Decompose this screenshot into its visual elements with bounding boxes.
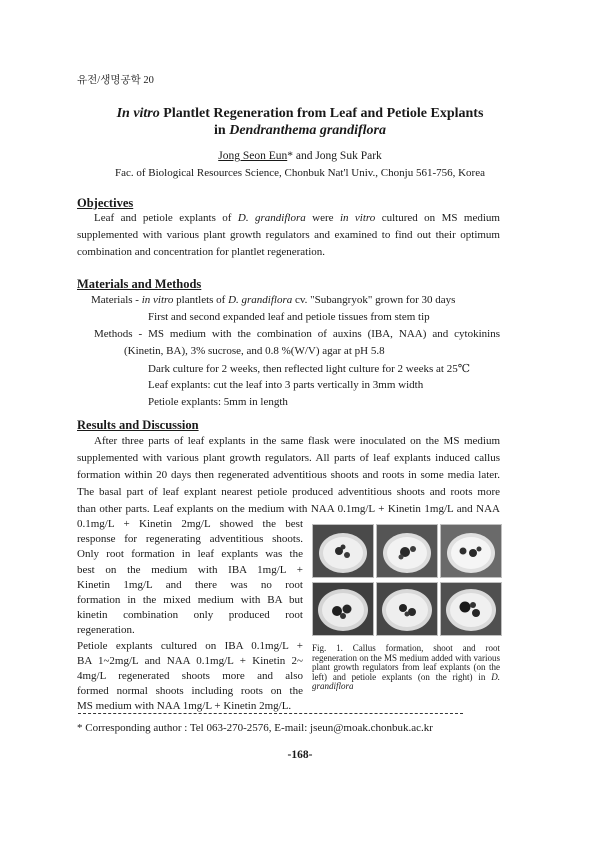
methods-tissues: First and second expanded leaf and petiole tissues from stem tip [148, 311, 430, 323]
results-line: Petiole explants cultured on IBA 0.1mg/L + [77, 639, 303, 652]
objectives-line-3: combination and concentration for plantlet regeneration. [77, 246, 326, 258]
footnote-separator [78, 713, 463, 714]
caption-text: Fig. 1. Callus formation, shoot and root regeneration on the MS medium added with various plant growth regulators from leaf explants (on the left) and petiole explants (on the right) in [312, 643, 500, 682]
page-number: -168- [287, 749, 313, 761]
results-line: Only root formation in leaf explants was the [77, 548, 303, 561]
figure-1-photos [312, 524, 500, 639]
methods-materials [91, 294, 455, 306]
results-line: best on the medium with IBA 1mg/L + [77, 563, 303, 576]
species: D. grandiflora [228, 294, 293, 306]
text: Materials - [91, 294, 142, 306]
petri-dish-photo [440, 524, 502, 578]
petri-dish-photo [312, 582, 374, 636]
results-line: 4mg/L regenerated shoots more and also [77, 670, 303, 682]
results-line: BA 1~2mg/L and NAA 0.1mg/L + Kinetin 2~ [77, 654, 303, 667]
text: were [305, 212, 340, 224]
objectives-heading: Objectives [77, 196, 134, 210]
results-line: response for regenerating adventitious shoots. [77, 533, 303, 546]
caption-species: D. grandiflora [312, 671, 500, 691]
text: cv. "Subangryok" grown for 30 days [292, 294, 456, 306]
methods-leaf-explants: Leaf explants: cut the leaf into 3 parts vertically in 3mm width [148, 379, 424, 391]
results-line: than other parts. Leaf explants on the medium with NAA 0.1mg/L + Kinetin 1mg/L and NAA [77, 503, 500, 515]
text: Leaf and petiole explants of [94, 212, 238, 224]
results-heading: Results and Discussion [77, 418, 199, 432]
text: plantlets of [173, 294, 229, 306]
title-in: in [214, 123, 230, 138]
methods-heading: Materials and Methods [77, 277, 202, 291]
species: D. grandiflora [237, 212, 306, 224]
methods-medium-cont: (Kinetin, BA), 3% sucrose, and 0.8 %(W/V) agar at pH 5.8 [124, 345, 385, 357]
co-author: and Jong Suk Park [292, 150, 382, 162]
objectives-line-1 [94, 212, 500, 224]
text: cultured on MS medium [375, 212, 500, 224]
objectives-line-2: supplemented with various plant growth regulators and examined to find out their optimum [77, 229, 500, 241]
corresponding-author-footnote: * Corresponding author : Tel 063-270-2576, E-mail: jseun@moak.chonbuk.ac.kr [77, 722, 433, 734]
authors [0, 150, 600, 162]
results-line: formation within 20 days then regenerated adventitious shoots and roots in some media later. [77, 469, 500, 481]
methods-medium: Methods - MS medium with the combination of auxins (IBA, NAA) and cytokinins [94, 328, 500, 340]
results-line: The basal part of leaf explant nearest petiole produced adventitious shoots and roots more [77, 486, 500, 498]
corresponding-mark: * [287, 150, 293, 162]
results-line: formation in the mixed medium with BA but [77, 594, 303, 606]
results-line: kinetin combination only produced root [77, 609, 303, 622]
paper-title-line2 [0, 121, 600, 141]
results-line: 0.1mg/L + Kinetin 2mg/L showed the best [77, 518, 303, 530]
results-line: regeneration. [77, 624, 135, 637]
results-line: Kinetin 1mg/L and there was no root [77, 578, 303, 591]
petri-dish-photo [376, 582, 438, 636]
section-header: 유전/생명공학 20 [77, 75, 154, 86]
results-line: formed normal shoots including roots on the [77, 685, 303, 698]
affiliation: Fac. of Biological Resources Science, Chonbuk Nat'l Univ., Chonju 561-756, Korea [114, 167, 485, 179]
in-vitro: in vitro [339, 212, 376, 224]
title-species: Dendranthema grandiflora [229, 123, 386, 138]
results-line: supplemented with various plant growth regulators. All parts of leaf explants induced callus [77, 452, 500, 464]
results-line: MS medium with NAA 1mg/L + Kinetin 2mg/L. [77, 700, 292, 713]
title-italic-in-vitro: In vitro [116, 106, 160, 121]
petri-dish-photo [312, 524, 374, 578]
results-line: After three parts of leaf explants in the same flask were inoculated on the MS medium [94, 435, 500, 447]
in-vitro: in vitro [141, 294, 174, 306]
petri-dish-photo [376, 524, 438, 578]
first-author: Jong Seon Eun [218, 150, 288, 162]
figure-1-caption [312, 644, 500, 692]
petri-dish-photo [440, 582, 502, 636]
methods-culture: Dark culture for 2 weeks, then reflected light culture for 2 weeks at 25℃ [148, 363, 471, 375]
title-text: Plantlet Regeneration from Leaf and Petiole Explants [159, 106, 484, 121]
methods-petiole-explants: Petiole explants: 5mm in length [148, 396, 288, 408]
